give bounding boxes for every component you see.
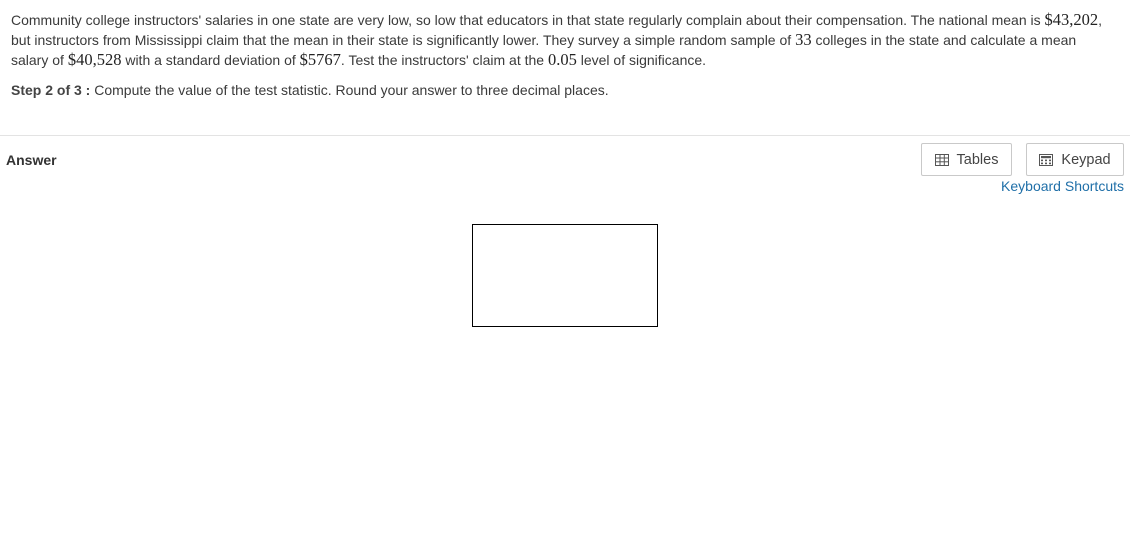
question-text [11,10,1111,70]
section-divider [0,135,1130,136]
alpha-value: 0.05 [547,50,577,69]
step-label: Step 2 of 3 : [11,82,91,98]
step-text: Compute the value of the test statistic. Round your answer to three decimal places. [90,82,609,98]
step-instruction [11,80,609,100]
tables-button[interactable] [921,143,1012,176]
tables-button-label: Tables [956,151,999,168]
question-part: colleges in the state and calculate a mean salary of [11,32,1077,68]
keypad-button[interactable] [1026,143,1124,176]
table-grid-icon [935,154,949,166]
question-part: with a standard deviation of [121,52,300,68]
answer-label: Answer [6,152,57,168]
question-part: , but instructors from Mississippi claim that the mean in their state is significantly lower. They survey a simple random sample of [11,12,1103,48]
sample-mean-value: $40,528 [67,50,122,69]
question-part: level of significance. [576,52,707,68]
question-part: . Test the instructors' claim at the [340,52,548,68]
calculator-icon [1039,154,1053,166]
question-part: Community college instructors' salaries in one state are very low, so low that educators in that state regularly complain about their compensation. The national mean is [11,12,1045,28]
national-mean-value: $43,202 [1044,10,1099,29]
keyboard-shortcuts-link[interactable]: Keyboard Shortcuts [1001,178,1124,194]
keypad-button-label: Keypad [1061,151,1111,168]
std-dev-value: $5767 [299,50,341,69]
sample-size-value: 33 [795,30,812,49]
answer-input-box[interactable] [472,224,658,327]
